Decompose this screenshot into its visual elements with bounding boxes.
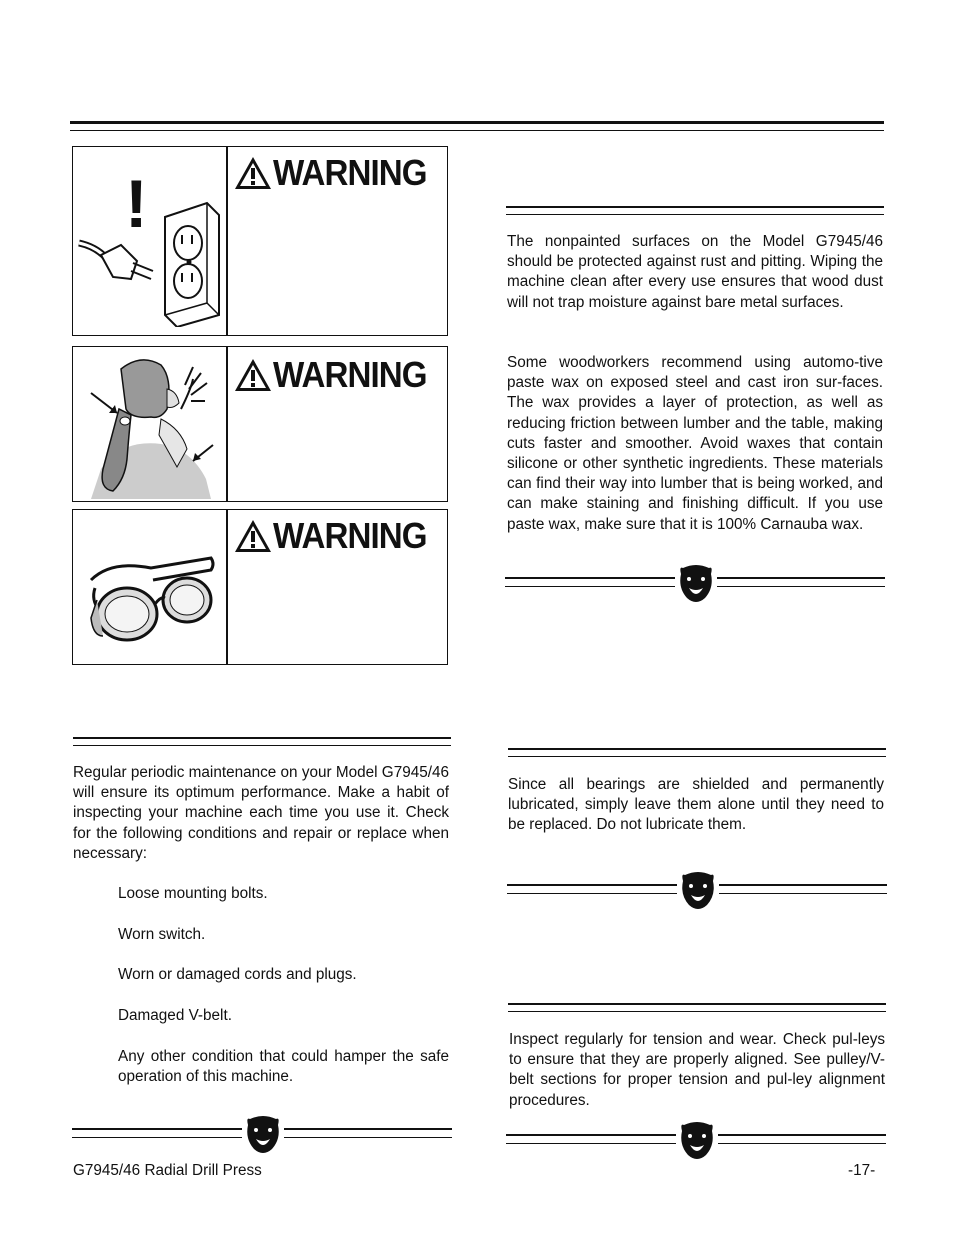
bear-logo-icon [679, 871, 717, 913]
warning-title-1: WARNING [233, 155, 440, 191]
hazard-triangle-icon [233, 518, 273, 554]
header-rule [70, 121, 884, 124]
section-end-separator [72, 1115, 452, 1155]
vbelt-paragraph: Inspect regularly for tension and wear. Check pul-leys to ensure that they are properly aligned. See pulley/V-belt sections for proper tension and pul-ley alignment procedures. [509, 1031, 885, 1109]
safety-glasses-icon [81, 540, 221, 650]
checklist-item: Worn switch. [118, 926, 206, 943]
hazard-triangle-icon [233, 155, 273, 191]
bearings-rule [508, 748, 886, 750]
section-end-separator [506, 1121, 886, 1161]
warning-box-unplug [72, 146, 448, 336]
warning-title-3: WARNING [233, 518, 440, 554]
vbelt-rule-thin [508, 1011, 886, 1012]
section-rule [506, 206, 884, 208]
warning-box-hair [72, 346, 448, 502]
section-end-separator [505, 564, 885, 604]
svg-text:!: ! [125, 166, 148, 242]
page-number: -17- [848, 1162, 876, 1179]
long-hair-icon [81, 349, 223, 499]
section-rule-thin [506, 214, 884, 215]
checklist-item: Any other condition that could hamper the safe operation of this machine. [118, 1048, 449, 1086]
checklist-item: Damaged V-belt. [118, 1007, 232, 1024]
maintenance-rule [73, 737, 451, 739]
bear-logo-icon [677, 564, 715, 606]
warning-title-2: WARNING [233, 357, 440, 393]
checklist-item: Loose mounting bolts. [118, 885, 268, 902]
bearings-paragraph: Since all bearings are shielded and permanently lubricated, simply leave them alone until they need to be replaced. Do not lubricate them. [508, 776, 884, 834]
vbelt-rule [508, 1003, 886, 1005]
checklist-item: Worn or damaged cords and plugs. [118, 966, 357, 983]
header-rule-thin [70, 130, 884, 131]
unplug-icon [77, 155, 225, 327]
warning-box-glasses [72, 509, 448, 665]
bear-logo-icon [678, 1121, 716, 1163]
wax-paragraph: Some woodworkers recommend using automo-tive paste wax on exposed steel and cast iron sur-faces. The wax provides a layer of protection, as well as reducing friction between lumber and the table, making cuts faster and smoother. Avoid waxes that contain silicone or other synthetic ingredients. These materials can find their way into lumber that is being worked, and can make staining and finishing difficult. If you use paste wax, make sure that it is 100% Carnauba wax. [507, 354, 883, 533]
section-end-separator [507, 871, 887, 911]
rust-paragraph: The nonpainted surfaces on the Model G7945/46 should be protected against rust and pitting. Wiping the machine clean after every use ensures that wood dust will not trap moisture against bare metal surfaces. [507, 233, 883, 311]
hazard-triangle-icon [233, 357, 273, 393]
maintenance-intro: Regular periodic maintenance on your Model G7945/46 will ensure its optimum performance. Make a habit of inspecting your machine each time you use it. Check for the following conditions and repair or replace when necessary: [73, 764, 449, 862]
maintenance-rule-thin [73, 745, 451, 746]
bearings-rule-thin [508, 756, 886, 757]
bear-logo-icon [244, 1115, 282, 1157]
footer-title: G7945/46 Radial Drill Press [73, 1162, 262, 1179]
